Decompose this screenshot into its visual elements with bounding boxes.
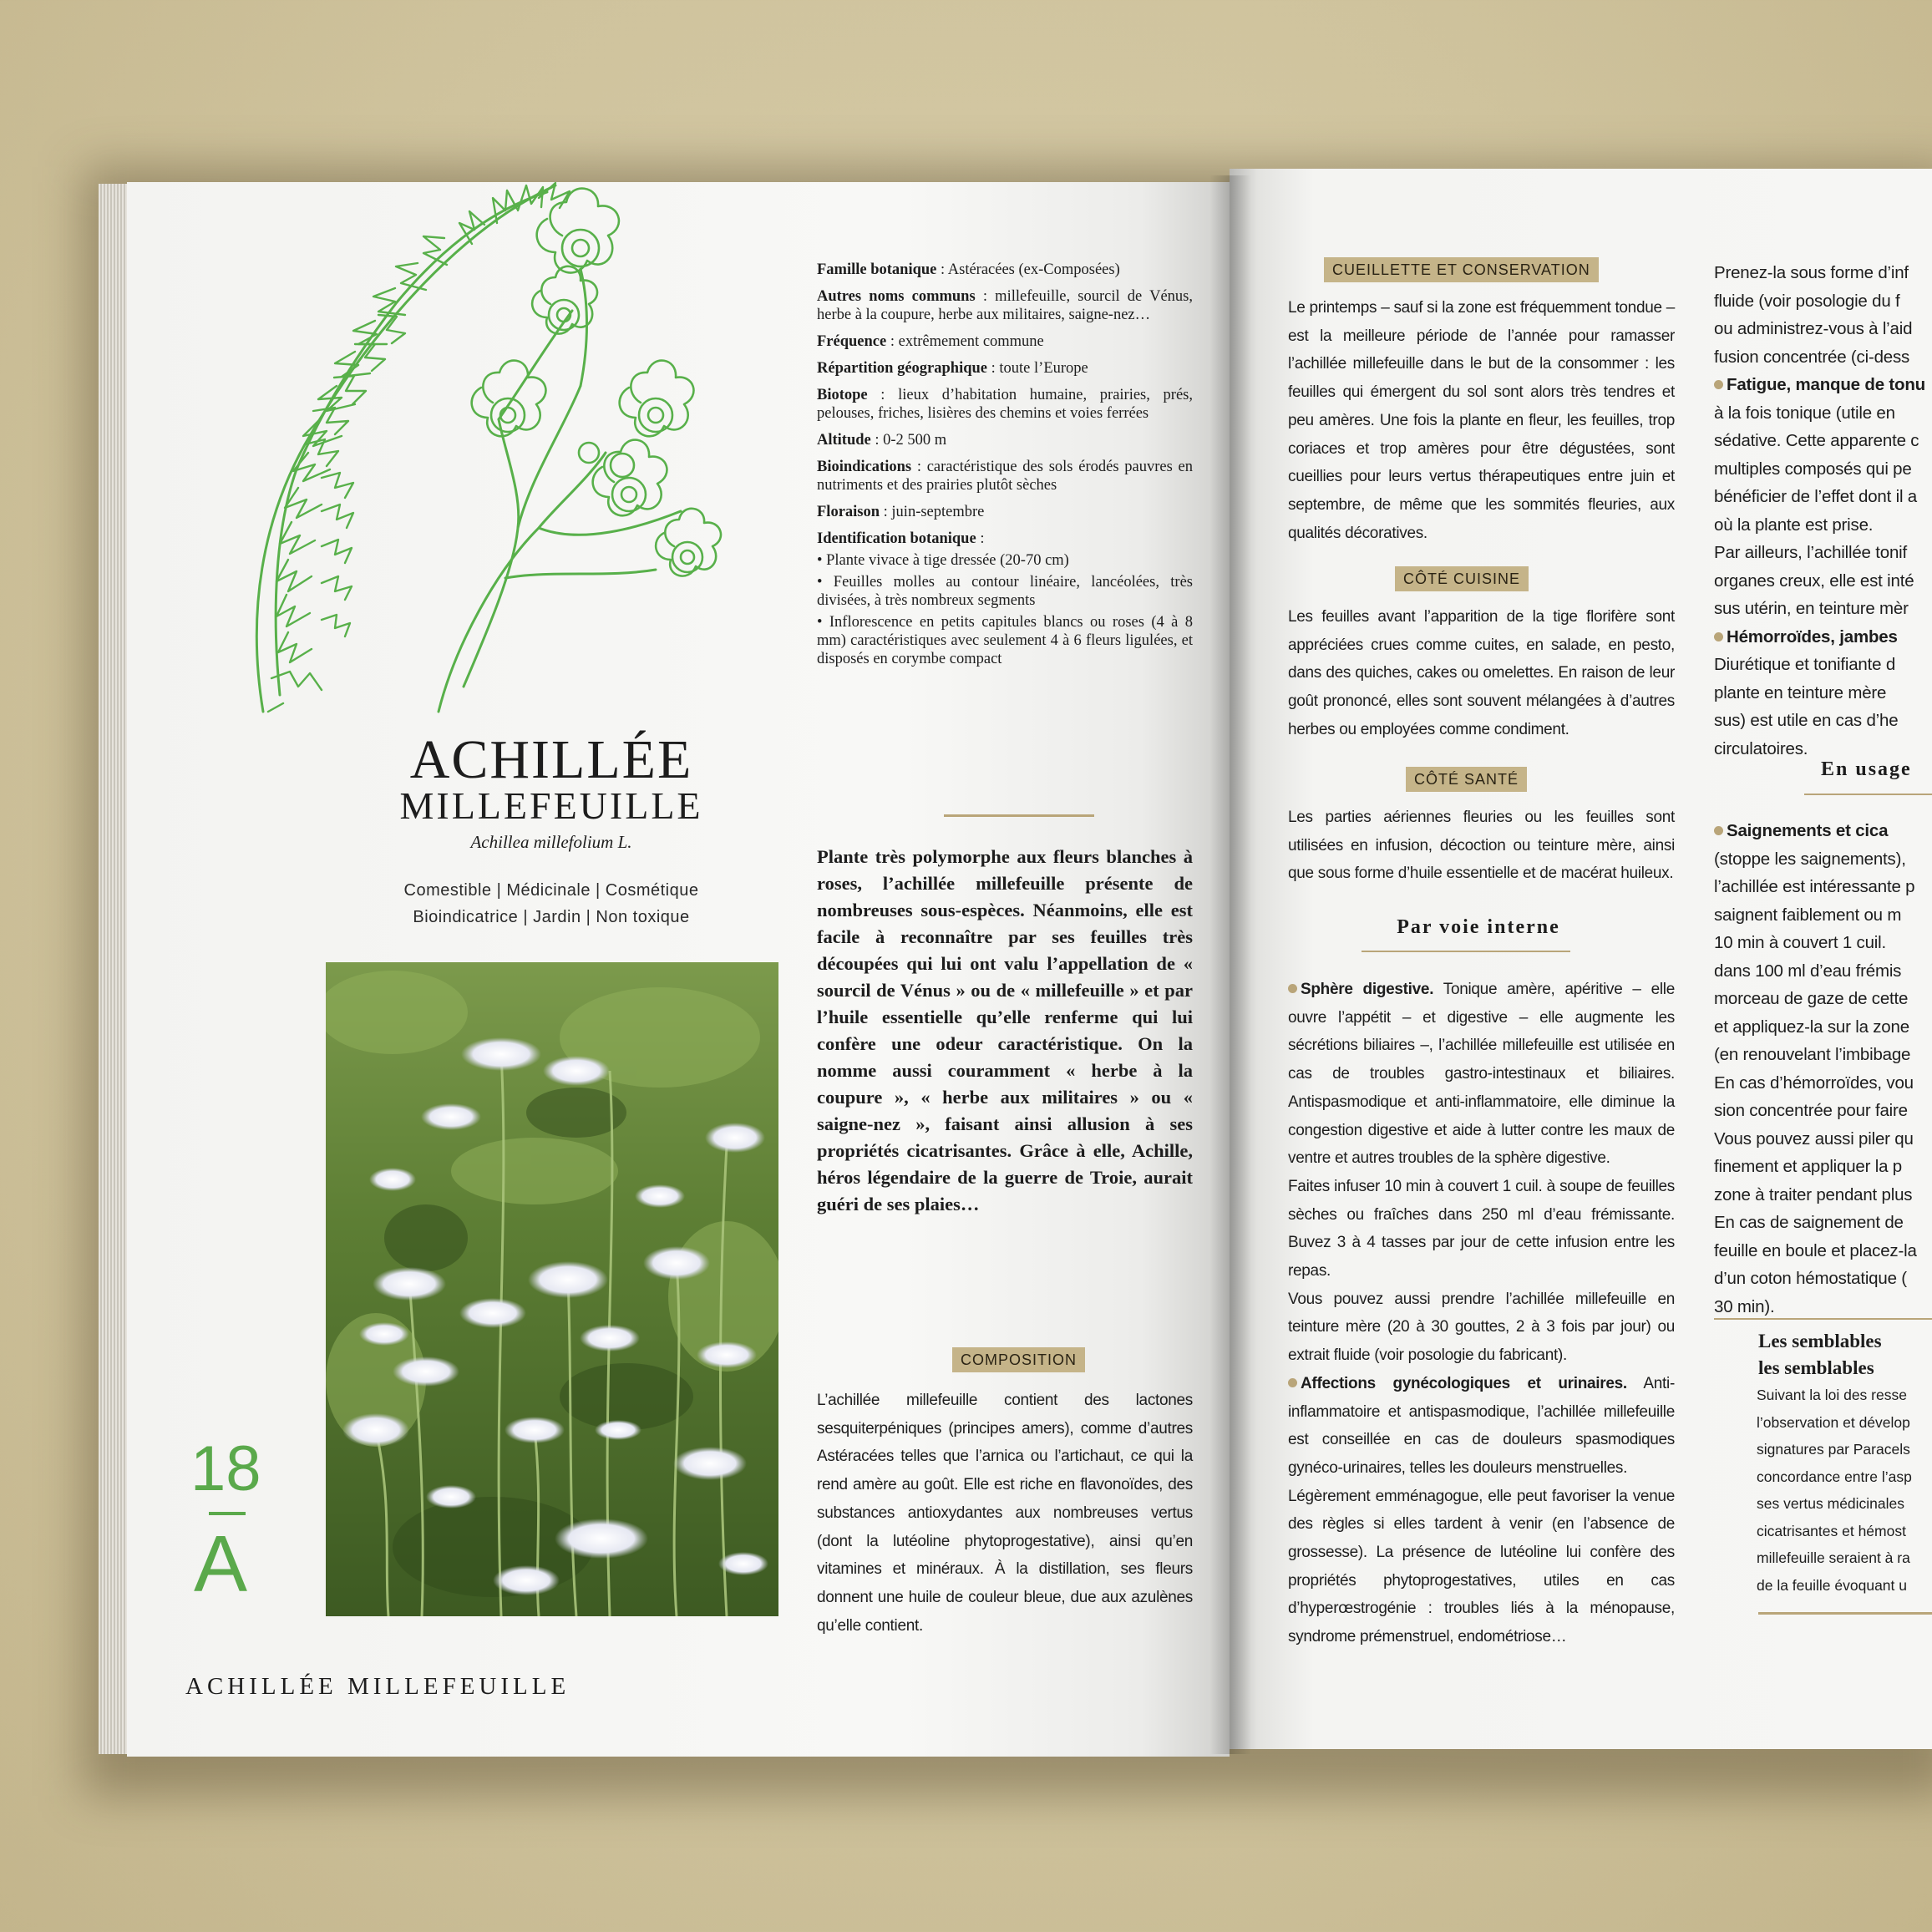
box-line: concordance entre l’asp	[1757, 1468, 1912, 1485]
page-number-divider	[209, 1512, 246, 1515]
cuisine-label: CÔTÉ CUISINE	[1395, 566, 1529, 591]
text-line: sédative. Cette apparente c	[1714, 431, 1919, 450]
fact-label: Altitude	[817, 432, 871, 449]
bullet-icon	[1288, 1378, 1297, 1387]
fact-item	[817, 530, 1193, 548]
text-line: 10 min à couvert 1 cuil.	[1714, 933, 1886, 952]
text-line: Diurétique et tonifiante d	[1714, 655, 1896, 674]
gyneco-text: Anti-inflammatoire et antispasmodique, l’achillée millefeuille est conseillée en cas de douleurs spasmodiques gynéco-urinaires, telles les douleurs menstruelles.	[1288, 1374, 1675, 1477]
digestive-paragraph-3: Vous pouvez aussi prendre l’achillée millefeuille en teinture mère (20 à 30 gouttes, 2 à 3 fois par jour) ou extrait fluide (voir posologie du fabricant).	[1288, 1290, 1675, 1365]
plant-title-line2: MILLEFEUILLE	[399, 784, 703, 827]
text-line: où la plante est prise.	[1714, 515, 1874, 535]
fact-text: : caractéristique des sols érodés pauvres en nutriments et des prairies plutôt sèches	[817, 459, 1193, 494]
gyneco-label: Affections gynécologiques et urinaires.	[1301, 1374, 1627, 1392]
text-line: à la fois tonique (utile en	[1714, 403, 1895, 423]
box-line: cicatrisantes et hémost	[1757, 1522, 1906, 1539]
text-line: l’achillée est intéressante p	[1714, 877, 1915, 896]
bullet-icon	[1288, 984, 1297, 993]
fact-item	[817, 287, 1193, 324]
interne-text	[1288, 976, 1675, 1651]
digestive-paragraph-2: Faites infuser 10 min à couvert 1 cuil. à soupe de feuilles sèches ou fraîches dans 250 ml d’eau frémissante. Buvez 3 à 4 tasses par jour de cette infusion entre les repas.	[1288, 1177, 1675, 1280]
text-line: 30 min).	[1714, 1296, 1775, 1316]
semblables-box	[1710, 1328, 1932, 1629]
fact-label: Fréquence	[817, 333, 887, 350]
fatigue-heading	[1714, 371, 1932, 399]
text-line: saignent faiblement ou m	[1714, 905, 1902, 925]
text-line: fusion concentrée (ci-dess	[1714, 347, 1910, 367]
fact-item	[817, 503, 1193, 521]
box-title-2: les semblables	[1758, 1357, 1874, 1378]
interne-underline	[1362, 951, 1570, 952]
fact-text: : Astéracées (ex-Composées)	[936, 261, 1120, 278]
fact-item	[817, 332, 1193, 351]
fact-item	[817, 458, 1193, 494]
text-line: finement et appliquer la p	[1714, 1157, 1903, 1176]
text-line: (stoppe les saignements),	[1714, 849, 1906, 869]
usage-tags	[359, 877, 743, 931]
composition-label: COMPOSITION	[952, 1347, 1085, 1372]
externe-underline	[1804, 794, 1932, 795]
composition-text: L’achillée millefeuille contient des lactones sesquiterpéniques (principes amers), comme d’autres Astéracées telles que l’arnica ou l’artichaut, ce qui la rend amère au goût. Elle est riche en flavonoïdes, des substances antioxydantes aux nombreuses vertus (dont la lutéoline phytoprogestative), ainsi qu’en vitamines et minéraux. À la distillation, ses fleurs donnent une huile de couleur bleue, due aux azulènes qu’elle contient.	[817, 1392, 1193, 1635]
digestive-paragraph	[1288, 976, 1675, 1173]
fact-text: : toute l’Europe	[987, 360, 1088, 377]
identification-item: • Feuilles molles au contour linéaire, lancéolées, très divisées, à très nombreux segments	[817, 574, 1193, 609]
fact-label: Autres noms communs	[817, 288, 976, 305]
identification-item: • Inflorescence en petits capitules blancs ou roses (4 à 8 mm) caractéristiques avec seulement 4 à 6 fleurs ligulées, et disposés en corymbe compact	[817, 614, 1193, 667]
fact-text: : extrêmement commune	[886, 333, 1044, 350]
bullet-icon	[1714, 632, 1723, 641]
fact-item	[817, 261, 1193, 279]
page-number: 18	[190, 1433, 261, 1504]
far-column-bottom	[1714, 817, 1932, 1321]
fact-text: : juin-septembre	[880, 504, 985, 520]
text-line: En cas d’hémorroïdes, vou	[1714, 1072, 1914, 1093]
fact-item	[817, 431, 1193, 449]
hemo-label: Hémorroïdes, jambes	[1727, 626, 1898, 647]
text-line: fluide (voir posologie du f	[1714, 291, 1900, 311]
text-line: sus utérin, en teinture mèr	[1714, 599, 1909, 618]
text-line: Par ailleurs, l’achillée tonif	[1714, 543, 1908, 562]
text-line: Prenez-la sous forme d’inf	[1714, 263, 1909, 282]
facts-list	[817, 261, 1193, 672]
box-title-1: Les semblables	[1758, 1331, 1882, 1351]
text-line: bénéficier de l’effet dont il a	[1714, 487, 1918, 506]
box-line: Suivant la loi des resse	[1757, 1387, 1907, 1403]
saign-heading	[1714, 817, 1932, 845]
sante-text: Les parties aériennes fleuries ou les feuilles sont utilisées en infusion, décoction ou teinture mère, ainsi que sous forme d’huile essentielle et de macérat huileux.	[1288, 809, 1675, 883]
text-line: plante en teinture mère	[1714, 682, 1887, 702]
box-line: de la feuille évoquant u	[1757, 1576, 1907, 1594]
saign-label: Saignements et cica	[1727, 821, 1889, 840]
text-line: Vous pouvez aussi piler qu	[1714, 1128, 1914, 1149]
tags-line-2: Bioindicatrice | Jardin | Non toxique	[413, 908, 690, 926]
fact-label: Famille botanique	[817, 261, 937, 278]
tags-line-1: Comestible | Médicinale | Cosmétique	[403, 881, 699, 900]
cueillette-text: Le printemps – sauf si la zone est fréquemment tondue – est la meilleure période de l’année pour ramasser l’achillée millefeuille dans le but de la consommer : les feuilles qui émergent du sol sont alors très tendres et peu amères. Une fois la plante en fleur, les feuilles, trop coriaces et trop amères pour être dégustées, sont cueillies pour leurs vertus thérapeutiques entre juin et septembre, de même que les sommités fleuries, aux qualités décoratives.	[1288, 299, 1676, 542]
fact-label: Identification botanique	[817, 530, 976, 547]
fact-text: : 0-2 500 m	[870, 432, 947, 449]
box-bottom-rule	[1758, 1612, 1932, 1615]
far-column-top	[1714, 259, 1932, 763]
text-line: feuille en boule et placez-la	[1714, 1240, 1917, 1260]
section-divider	[944, 814, 1094, 817]
text-line: dans 100 ml d’eau frémis	[1714, 961, 1902, 981]
gyneco-paragraph-2: Légèrement emménagogue, elle peut favoriser la venue des règles si elles tardent à venir (en l’absence de grossesse). La présence de lutéoline lui confère des propriétés phytoprogestatives, utiles en cas d’hyperœstrogénie : troubles liés à la ménopause, syndrome prémenstruel, endométriose…	[1288, 1487, 1675, 1646]
hemo-heading	[1714, 623, 1932, 652]
text-line: multiples composés qui pe	[1714, 459, 1912, 479]
fact-text: : millefeuille, sourcil de Vénus, herbe à la coupure, herbe aux militaires, saigne-nez…	[817, 288, 1193, 323]
running-footer: ACHILLÉE MILLEFEUILLE	[185, 1673, 570, 1700]
bullet-icon	[1714, 380, 1723, 389]
fact-label: Floraison	[817, 504, 880, 520]
text-line: morceau de gaze de cette	[1714, 989, 1909, 1008]
gyneco-paragraph	[1288, 1370, 1675, 1483]
box-top-rule	[1714, 1318, 1932, 1320]
cuisine-text: Les feuilles avant l’apparition de la tige florifère sont appréciées crues comme cuites, en salade, en pesto, dans des quiches, cakes ou omelettes. En raison de leur goût prononcé, elles sont souvent mélangées à d’autres herbes ou employées comme condiment.	[1288, 608, 1675, 738]
box-line: l’observation et dévelop	[1757, 1413, 1910, 1431]
text-line: sion concentrée pour faire	[1714, 1101, 1908, 1120]
cueillette-label: CUEILLETTE ET CONSERVATION	[1324, 257, 1599, 282]
text-line: ou administrez-vous à l’aid	[1714, 319, 1913, 338]
identification-item: • Plante vivace à tige dressée (20-70 cm)	[817, 552, 1069, 569]
text-line: sus) est utile en cas d’he	[1714, 711, 1899, 730]
externe-title: En usage	[1821, 758, 1912, 780]
text-line: d’un coton hémostatique (	[1714, 1269, 1907, 1288]
text-line: organes creux, elle est inté	[1714, 570, 1914, 591]
fact-text: : lieux d’habitation humaine, prairies, prés, pelouses, friches, lisières des chemins et voies ferrées	[817, 387, 1193, 422]
box-line: millefeuille seraient à ra	[1757, 1549, 1910, 1566]
latin-name: Achillea millefolium L.	[470, 832, 632, 852]
fact-text: :	[976, 530, 985, 547]
fact-label: Répartition géographique	[817, 360, 988, 377]
bullet-icon	[1714, 826, 1723, 835]
text-line: zone à traiter pendant plus	[1714, 1184, 1913, 1204]
text-line: (en renouvelant l’imbibage	[1714, 1045, 1911, 1064]
text-line: et appliquez-la sur la zone	[1714, 1017, 1909, 1037]
box-line: ses vertus médicinales	[1757, 1495, 1905, 1512]
book-gutter	[1209, 175, 1251, 1754]
sante-label: CÔTÉ SANTÉ	[1406, 767, 1527, 792]
fatigue-label: Fatigue, manque de tonu	[1727, 375, 1925, 394]
text-line: En cas de saignement de	[1714, 1213, 1904, 1232]
fact-item	[817, 359, 1193, 378]
text-line: circulatoires.	[1714, 738, 1808, 758]
digestive-text: Tonique amère, apéritive – elle ouvre l’appétit – et digestive – elle augmente les sécrétions biliaires –, l’achillée millefeuille est utilisée en cas de troubles gastro-intestinaux et biliaires. Antispasmodique et anti-inflammatoire, elle diminue la congestion digestive et aide à lutter contre les maux de ventre et autres troubles de la sphère digestive.	[1288, 981, 1675, 1168]
fact-label: Bioindications	[817, 459, 912, 475]
plant-title-line1: ACHILLÉE	[409, 729, 693, 790]
yarrow-illustration	[188, 177, 723, 728]
page-letter: A	[194, 1519, 248, 1609]
meadow-photo	[326, 962, 778, 1616]
box-line: signatures par Paracels	[1757, 1441, 1910, 1458]
intro-paragraph: Plante très polymorphe aux fleurs blanches à roses, l’achillée millefeuille présente de nombreuses sous-espèces. Néanmoins, elle est facile à reconnaître par ses feuilles très découpées qui lui ont valu l’appellation de « sourcil de Vénus » ou de « millefeuille » et par l’huile essentielle qu’elle renferme qui lui confère une odeur caractéristique. On la nomme aussi couramment « herbe à la coupure », « herbe aux militaires » ou « saigne-nez », faisant ainsi allusion à ses propriétés cicatrisantes. Grâce à elle, Achille, héros légendaire de la guerre de Troie, aurait guéri de ses plaies…	[817, 846, 1193, 1214]
interne-title: Par voie interne	[1397, 916, 1560, 938]
digestive-label: Sphère digestive.	[1301, 981, 1434, 998]
fact-item	[817, 386, 1193, 423]
fact-label: Biotope	[817, 387, 868, 403]
